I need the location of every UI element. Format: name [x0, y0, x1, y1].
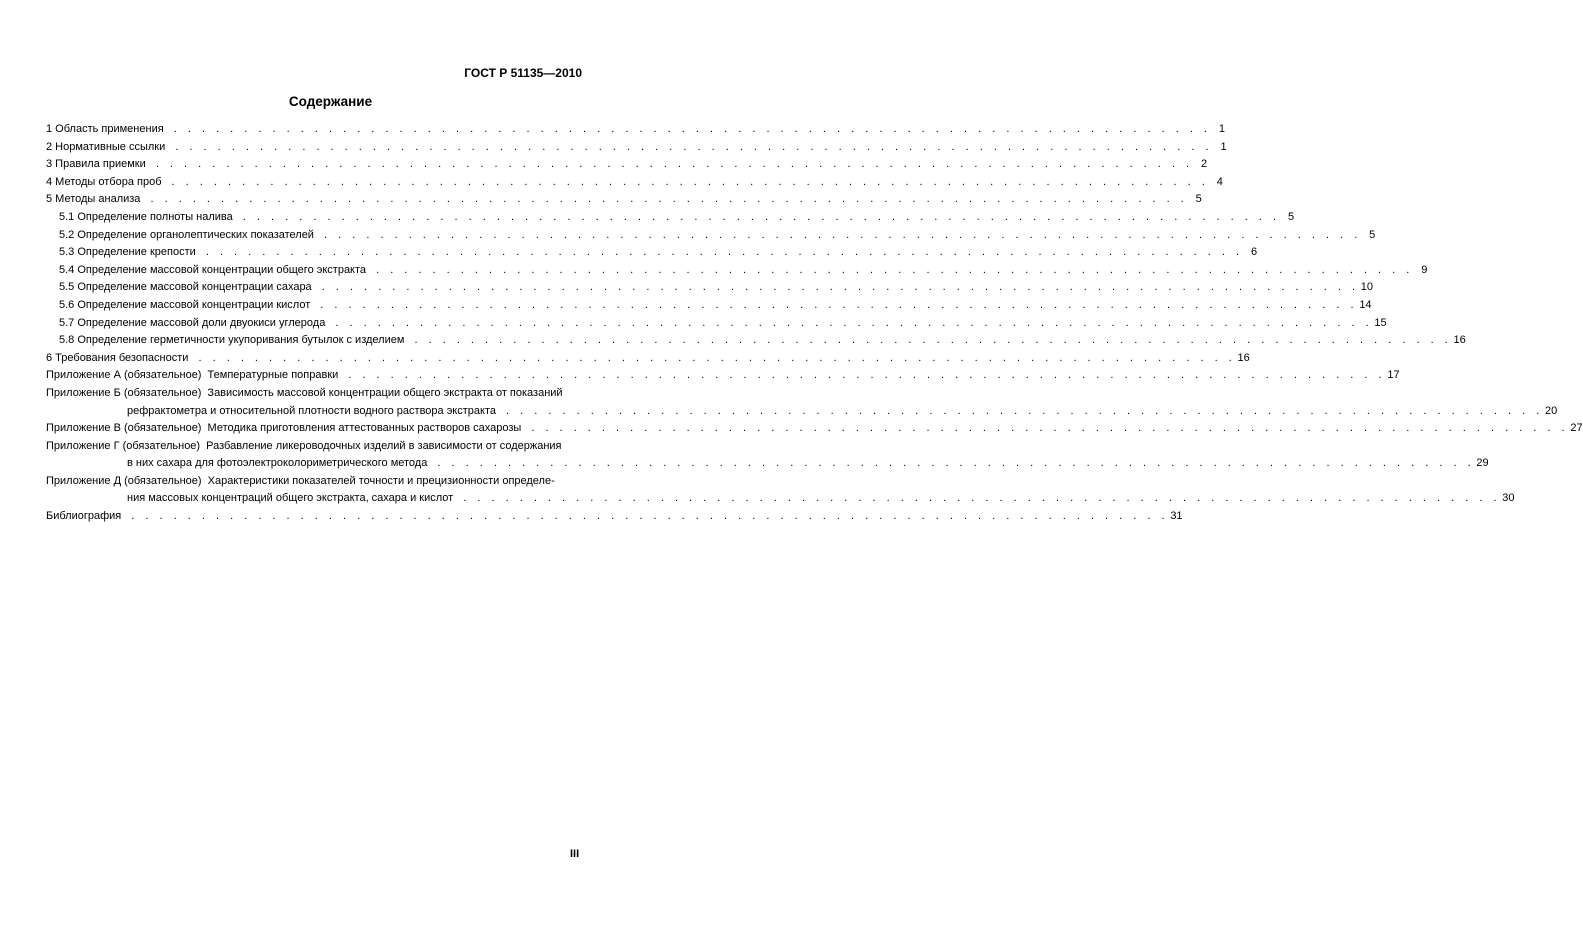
appendix-label: Приложение Д (обязательное) [46, 475, 205, 487]
toc-entry[interactable] [46, 350, 1250, 368]
toc-entry[interactable] [46, 297, 1372, 315]
toc-entry[interactable] [46, 121, 1225, 139]
toc-page-number: 5 [1287, 210, 1295, 223]
toc-entry[interactable] [46, 174, 1223, 192]
appendix-title: Зависимость массовой концентрации общего экстракта от показаний [207, 387, 565, 399]
appendix-entry[interactable] [46, 473, 583, 491]
appendix-entry[interactable] [46, 385, 583, 403]
toc-entry-text: 5.4 Определение массовой концентрации общего экстракта [59, 264, 369, 276]
toc-entry[interactable] [46, 332, 1466, 350]
appendix-title-line: рефрактометра и относительной плотности водного раствора экстракта [127, 405, 499, 417]
page-title: Содержание [288, 94, 373, 109]
standard-designation: ГОСТ Р 51135—2010 [464, 66, 582, 80]
leader-dots: . . . . . . . . . . . . . . . . . . . . . . . . . . . . . . . . . . . . . . . . . . . . . . . . . . . . . . . . . . . . . . . . . . . . . . . . . . [164, 175, 1209, 188]
toc-page-number: 16 [1453, 334, 1466, 347]
appendix-title: Разбавление ликероводочных изделий в зависимости от содержания [206, 440, 564, 452]
appendix-title-line: ния массовых концентраций общего экстракта, сахара и кислот [127, 492, 456, 504]
appendix-entry[interactable] [46, 367, 1400, 385]
appendix-title: Характеристики показателей точности и прецизионности определе- [208, 475, 558, 487]
leader-dots: . . . . . . . . . . . . . . . . . . . . . . . . . . . . . . . . . . . . . . . . . . . . . . . . . . . . . . . . . . . . . . . . . . . . . . . . . . [498, 404, 1544, 417]
toc-page-number: 29 [1476, 457, 1489, 470]
appendix-entry[interactable] [46, 438, 583, 456]
toc-entry-text: 5.8 Определение герметичности укупоривания бутылок с изделием [59, 334, 407, 346]
toc-page-number: 9 [1421, 263, 1428, 276]
appendix-label: Приложение Б (обязательное) [46, 387, 204, 399]
toc-entry-text: 5.5 Определение массовой концентрации сахара [59, 281, 315, 293]
leader-dots: . . . . . . . . . . . . . . . . . . . . . . . . . . . . . . . . . . . . . . . . . . . . . . . . . . . . . . . . . . . . . . . . . . . . . . . . . . [369, 263, 1414, 276]
toc-entry-text: 5.2 Определение органолептических показателей [59, 229, 317, 241]
toc-page-number: 15 [1374, 316, 1387, 329]
leader-dots: . . . . . . . . . . . . . . . . . . . . . . . . . . . . . . . . . . . . . . . . . . . . . . . . . . . . . . . . . . . . . . . . . . . . . . . . . . [328, 316, 1373, 329]
leader-dots: . . . . . . . . . . . . . . . . . . . . . . . . . . . . . . . . . . . . . . . . . . . . . . . . . . . . . . . . . . . . . . . . . . . . . . . . . . [235, 210, 1281, 223]
toc-entry-text: 1 Область применения [46, 123, 167, 135]
toc-entry-text: 6 Требования безопасности [46, 352, 191, 364]
leader-dots: . . . . . . . . . . . . . . . . . . . . . . . . . . . . . . . . . . . . . . . . . . . . . . . . . . . . . . . . . . . . . . . . . . . . . . . . . . [191, 351, 1236, 364]
appendix-title: Методика приготовления аттестованных растворов сахарозы [208, 422, 525, 434]
toc-page-number: 20 [1545, 404, 1558, 417]
toc-entry-text: 3 Правила приемки [46, 158, 149, 170]
toc-entry-text: 5.1 Определение полноты налива [59, 211, 236, 223]
toc-entry[interactable] [46, 279, 1373, 297]
toc-entry-text: Библиография [46, 510, 124, 522]
toc-page-number: 1 [1218, 123, 1225, 135]
leader-dots: . . . . . . . . . . . . . . . . . . . . . . . . . . . . . . . . . . . . . . . . . . . . . . . . . . . . . . . . . . . . . . . . . . . . . . . . . . [314, 281, 1359, 294]
toc-entry-text: 2 Нормативные ссылки [46, 141, 168, 153]
toc-page-number: 6 [1250, 246, 1258, 259]
leader-dots: . . . . . . . . . . . . . . . . . . . . . . . . . . . . . . . . . . . . . . . . . . . . . . . . . . . . . . . . . . . . . . . . . . . . . . . . . . [166, 123, 1211, 135]
toc-entry-text: 5.3 Определение крепости [59, 246, 199, 258]
table-of-contents [46, 121, 1583, 526]
leader-dots: . . . . . . . . . . . . . . . . . . . . . . . . . . . . . . . . . . . . . . . . . . . . . . . . . . . . . . . . . . . . . . . . . . . . . . . . . . [456, 492, 1501, 505]
leader-dots: . . . . . . . . . . . . . . . . . . . . . . . . . . . . . . . . . . . . . . . . . . . . . . . . . . . . . . . . . . . . . . . . . . . . . . . . . . [124, 510, 1169, 523]
toc-entry-text: 5.7 Определение массовой доли двуокиси углерода [59, 317, 328, 329]
toc-page-number: 5 [1369, 228, 1376, 241]
appendix-entry[interactable] [46, 420, 1583, 438]
appendix-title-line: в них сахара для фотоэлектроколориметрического метода [127, 457, 430, 469]
toc-page-number [569, 438, 583, 456]
toc-entry-text: 5.6 Определение массовой концентрации кислот [59, 299, 313, 311]
toc-entry-text: 4 Методы отбора проб [46, 176, 165, 188]
toc-entry[interactable] [46, 209, 1295, 227]
leader-dots: . . . . . . . . . . . . . . . . . . . . . . . . . . . . . . . . . . . . . . . . . . . . . . . . . . . . . . . . . . . . . . . . . . . . . . . . . . [168, 140, 1213, 153]
leader-dots: . . . . . . . . . . . . . . . . . . . . . . . . . . . . . . . . . . . . . . . . . . . . . . . . . . . . . . . . . . . . . . . . . . . . . . . . . . [524, 422, 1569, 435]
toc-entry[interactable] [46, 156, 1208, 174]
leader-dots: . . . . . . . . . . . . . . . . . . . . . . . . . . . . . . . . . . . . . . . . . . . . . . . . . . . . . . . . . . . . . . . . . . . . . . . . . . [143, 193, 1188, 206]
toc-page-number: 31 [1170, 510, 1183, 523]
toc-page-number: 2 [1200, 158, 1208, 171]
toc-page-number [569, 385, 583, 403]
leader-dots: . . . . . . . . . . . . . . . . . . . . . . . . . . . . . . . . . . . . . . . . . . . . . . . . . . . . . . . . . . . . . . . . . . . . . . . . . . [313, 298, 1358, 311]
leader-dots: . . . . . . . . . . . . . . . . . . . . . . . . . . . . . . . . . . . . . . . . . . . . . . . . . . . . . . . . . . . . . . . . . . . . . . . . . . [430, 457, 1475, 470]
toc-entry[interactable] [46, 262, 1428, 280]
leader-dots: . . . . . . . . . . . . . . . . . . . . . . . . . . . . . . . . . . . . . . . . . . . . . . . . . . . . . . . . . . . . . . . . . . . . . . . . . . [341, 369, 1386, 382]
toc-page-number: 16 [1237, 351, 1250, 364]
appendix-label: Приложение Г (обязательное) [46, 440, 203, 452]
toc-page-number: 27 [1570, 422, 1583, 435]
appendix-entry-continuation [46, 455, 1489, 473]
appendix-title: Температурные поправки [208, 369, 342, 381]
toc-page-number: 17 [1387, 369, 1400, 382]
appendix-entry-continuation [46, 403, 1558, 421]
toc-page-number: 1 [1220, 140, 1227, 153]
toc-page-number: 30 [1502, 492, 1515, 505]
toc-page-number: 14 [1359, 298, 1372, 311]
toc-page-number: 5 [1195, 193, 1202, 206]
toc-page-number: 4 [1216, 175, 1223, 188]
bibliography-entry[interactable] [46, 508, 1183, 526]
leader-dots: . . . . . . . . . . . . . . . . . . . . . . . . . . . . . . . . . . . . . . . . . . . . . . . . . . . . . . . . . . . . . . . . . . . . . . . . . . [198, 246, 1244, 259]
appendix-entry-continuation [46, 490, 1515, 508]
leader-dots: . . . . . . . . . . . . . . . . . . . . . . . . . . . . . . . . . . . . . . . . . . . . . . . . . . . . . . . . . . . . . . . . . . . . . . . . . . [316, 228, 1362, 241]
toc-page-number: 10 [1360, 281, 1373, 294]
toc-entry[interactable] [46, 315, 1387, 333]
toc-entry[interactable] [46, 244, 1258, 262]
page-number: III [570, 848, 580, 860]
toc-entry[interactable] [46, 139, 1227, 157]
toc-page-number [569, 473, 583, 491]
leader-dots: . . . . . . . . . . . . . . . . . . . . . . . . . . . . . . . . . . . . . . . . . . . . . . . . . . . . . . . . . . . . . . . . . . . . . . . . . . [407, 334, 1452, 347]
toc-entry[interactable] [46, 227, 1376, 245]
leader-dots: . . . . . . . . . . . . . . . . . . . . . . . . . . . . . . . . . . . . . . . . . . . . . . . . . . . . . . . . . . . . . . . . . . . . . . . . . . [148, 158, 1194, 171]
appendix-label: Приложение А (обязательное) [46, 369, 204, 381]
appendix-label: Приложение В (обязательное) [46, 422, 204, 434]
toc-entry-text: 5 Методы анализа [46, 193, 143, 205]
toc-entry[interactable] [46, 191, 1202, 209]
